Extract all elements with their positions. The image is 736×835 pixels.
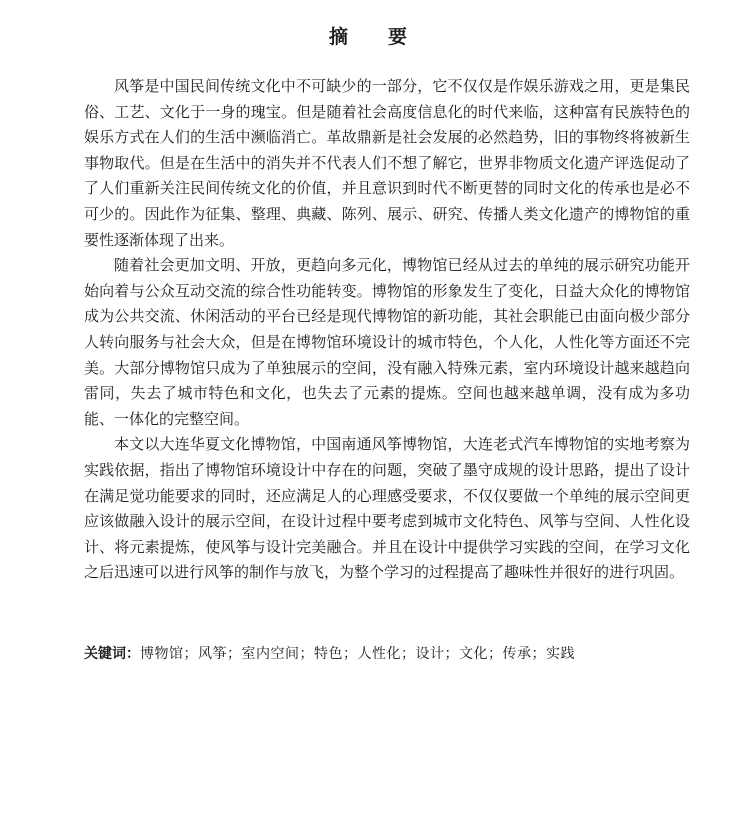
keywords-line	[84, 644, 704, 664]
abstract-title	[0, 22, 736, 49]
abstract-paragraph-3: 本文以大连华夏文化博物馆，中国南通风筝博物馆，大连老式汽车博物馆的实地考察为实践依据，指出了博物馆环境设计中存在的问题，突破了墨守成规的设计思路，提出了设计在满足觉功能要求的同时，还应满足人的心理感受要求，不仅仅要做一个单纯的展示空间更应该做融入设计的展示空间，在设计过程中要考虑到城市文化特色、风筝与空间、人性化设计、将元素提炼，使风筝与设计完美融合。并且在设计中提供学习实践的空间，在学习文化之后迅速可以进行风筝的制作与放飞，为整个学习的过程提高了趣味性并很好的进行巩固。	[84, 435, 690, 582]
abstract-paragraph-2: 随着社会更加文明、开放，更趋向多元化，博物馆已经从过去的单纯的展示研究功能开始向着与公众互动交流的综合性功能转变。博物馆的形象发生了变化，日益大众化的博物馆成为公共交流、休闲活动的平台已经是现代博物馆的新功能，其社会职能已由面向极少部分人转向服务与社会大众，但是在博物馆环境设计的城市特色，个人化，人性化等方面还不完美。大部分博物馆只成为了单独展示的空间，没有融入特殊元素，室内环境设计越来越趋向雷同，失去了城市特色和文化，也失去了元素的提炼。空间也越来越单调，没有成为多功能、一体化的完整空间。	[84, 256, 690, 428]
abstract-body	[84, 74, 690, 586]
keywords-list: 博物馆；风筝；室内空间；特色；人性化；设计；文化；传承；实践	[140, 646, 575, 662]
abstract-title-char-2: 要	[388, 26, 408, 48]
abstract-paragraph-1: 风筝是中国民间传统文化中不可缺少的一部分，它不仅仅是作娱乐游戏之用，更是集民俗、工艺、文化于一身的瑰宝。但是随着社会高度信息化的时代来临，这种富有民族特色的娱乐方式在人们的生活中濒临消亡。革故鼎新是社会发展的必然趋势，旧的事物终将被新生事物取代。但是在生活中的消失并不代表人们不想了解它，世界非物质文化遗产评选促动了了人们重新关注民间传统文化的价值，并且意识到时代不断更替的同时文化的传承也是必不可少的。因此作为征集、整理、典藏、陈列、展示、研究、传播人类文化遗产的博物馆的重要性逐渐体现了出来。	[84, 77, 690, 249]
keywords-label: 关键词：	[84, 646, 140, 662]
abstract-title-char-1: 摘	[328, 26, 348, 48]
